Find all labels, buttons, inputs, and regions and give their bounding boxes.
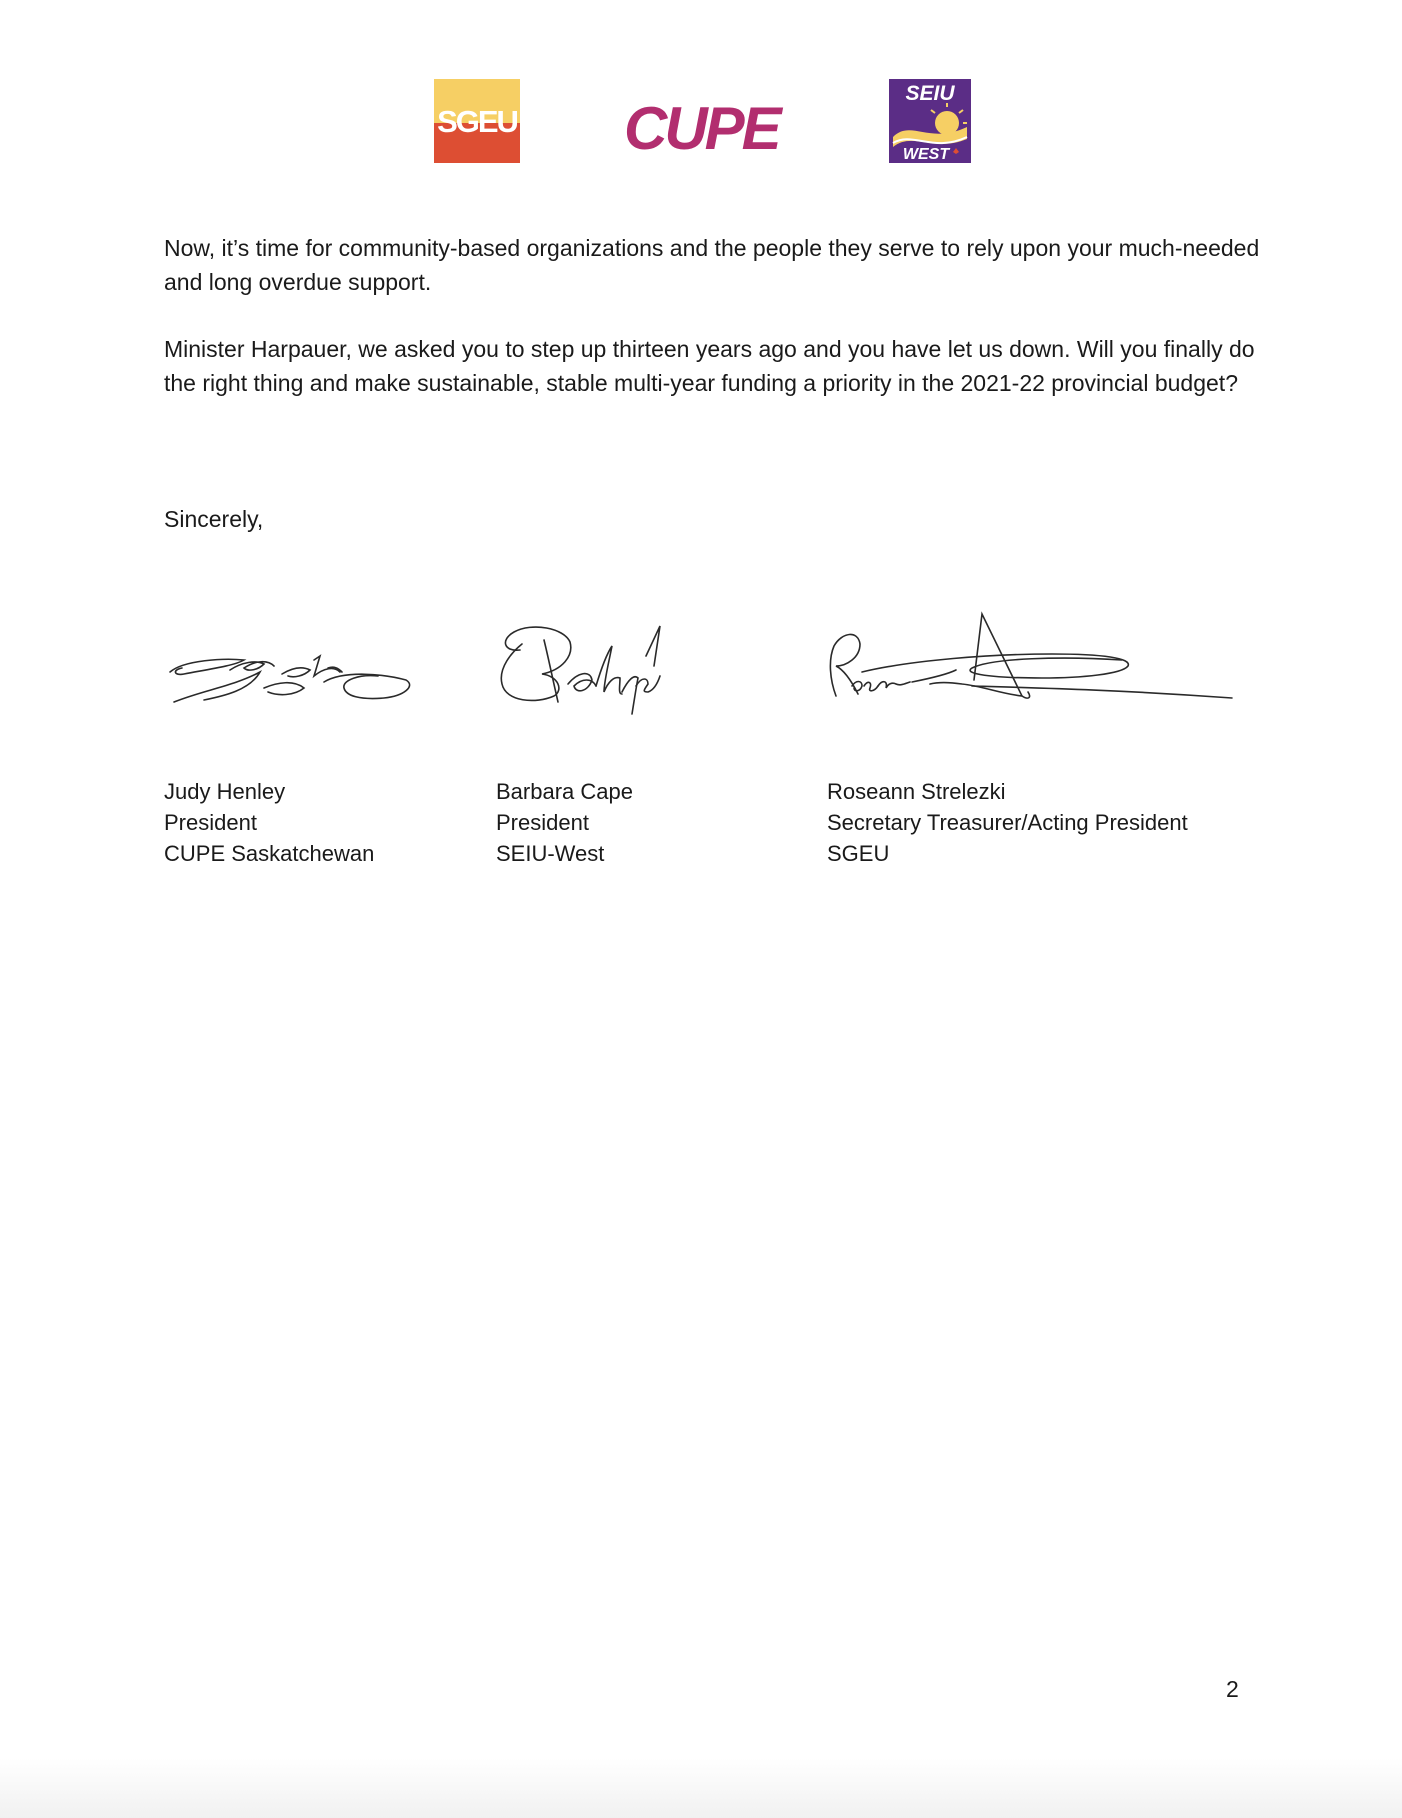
body-paragraph-1: Now, it’s time for community-based organizations and the people they serve to rely upon your much-needed and long overdue support.	[164, 235, 1260, 295]
signatory-organization: CUPE Saskatchewan	[164, 841, 375, 866]
body-paragraph-2: Minister Harpauer, we asked you to step up thirteen years ago and you have let us down. Will you finally do the right thing and make sustainable, stable multi-year funding a priority in the 2021-22 provincial budget?	[164, 336, 1255, 396]
signatory-block-3	[827, 776, 1188, 869]
signatory-block-2	[496, 776, 633, 869]
signature-barbara-cape	[492, 606, 702, 716]
signatory-name: Judy Henley	[164, 779, 286, 804]
cupe-logo	[624, 96, 806, 162]
seiu-west-logo	[889, 79, 971, 163]
signatory-organization: SEIU-West	[496, 841, 605, 866]
signatory-title: President	[164, 810, 257, 835]
sgeu-logo	[434, 79, 520, 163]
signature-roseann-strelezki	[822, 600, 1242, 720]
signatory-title: President	[496, 810, 589, 835]
seiu-logo-text-bottom: WEST	[902, 146, 950, 163]
sgeu-logo-text: SGEU	[437, 104, 517, 139]
signatory-block-1	[164, 776, 374, 869]
seiu-logo-text-top: SEIU	[905, 82, 955, 105]
signatory-organization: SGEU	[827, 841, 890, 866]
cupe-logo-text: CUPE	[624, 95, 779, 162]
page-edge-shadow	[0, 1758, 1402, 1818]
signatory-name: Roseann Strelezki	[827, 779, 1006, 804]
signatory-name: Barbara Cape	[496, 779, 633, 804]
signatory-title: Secretary Treasurer/Acting President	[827, 810, 1188, 835]
closing-salutation: Sincerely,	[164, 506, 264, 532]
signature-judy-henley	[164, 630, 434, 710]
page-number: 2	[1226, 1676, 1239, 1702]
